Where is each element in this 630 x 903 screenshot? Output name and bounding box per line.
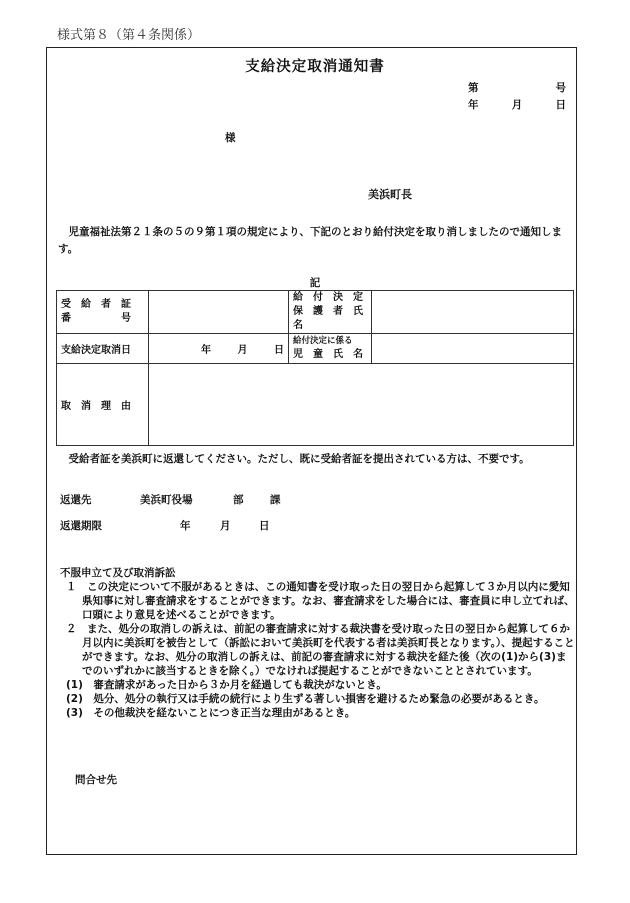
day-label: 日 (555, 99, 566, 111)
section-label: 課 (270, 494, 281, 506)
appeal-heading: 不服申立て及び取消訴訟 (60, 567, 176, 579)
form-number: 様式第８（第４条関係） (57, 28, 201, 43)
note-heading: 記 (309, 277, 321, 289)
contact-label: 問合せ先 (75, 774, 117, 786)
cancel-date-field[interactable] (149, 334, 289, 364)
deadline-month-label: 月 (220, 520, 231, 532)
recipient-suffix: 様 (225, 132, 236, 144)
reason-field[interactable] (149, 364, 574, 446)
number-prefix: 第 (468, 82, 479, 94)
deadline-day-label: 日 (259, 520, 270, 532)
guardian-name-field[interactable] (372, 291, 574, 334)
cancel-date-label: 支給決定取消日 (57, 334, 149, 364)
appeal-section (60, 566, 575, 720)
body-text: 児童福祉法第２１条の５の９第１項の規定により、下記のとおり給付決定を取り消しましたので通知します。 (58, 226, 562, 255)
appeal-subitem-3: (3) その他裁決を経ないことにつき正当な理由があるとき。 (66, 707, 356, 719)
reason-label: 取 消 理 由 (57, 364, 149, 446)
appeal-subitem-1: (1) 審査請求があった日から３か月を経過しても裁決がないとき。 (66, 679, 387, 691)
appeal-item-1: １ この決定について不服があるときは、この通知書を受け取った日の翌日から起算して３か月以内に愛知県知事に対し審査請求をすることができます。なお、審査請求をした場合には、審査員に申し立てれば、口頭により意見を述べることができます。 (66, 581, 575, 621)
child-name-field[interactable] (372, 334, 574, 364)
cancel-month-unit: 月 (237, 345, 248, 356)
recipient-cert-label: 受 給 者 証 番 号 (57, 291, 149, 334)
department-label: 部 (233, 494, 244, 506)
appeal-subitem-2: (2) 処分、処分の執行又は手続の続行により生ずる著しい損害を避けるため緊急の必要があるとき。 (66, 693, 545, 705)
decision-table (56, 290, 574, 446)
document-title: 支給決定取消通知書 (245, 59, 385, 75)
issuer: 美浜町長 (368, 188, 412, 201)
document-frame (46, 47, 577, 855)
return-to-value: 美浜町役場 (140, 494, 193, 506)
issue-date-line (468, 97, 566, 112)
return-to-label: 返還先 (60, 494, 92, 506)
month-label: 月 (511, 99, 523, 111)
cancel-year-unit: 年 (201, 345, 211, 356)
return-notice: 受給者証を美浜町に返還してください。ただし、既に受給者証を提出されている方は、不要です。 (58, 453, 530, 465)
deadline-year-label: 年 (180, 520, 191, 532)
guardian-label: 給 付 決 定 保 護 者 氏 名 (289, 291, 372, 334)
recipient-cert-number-field[interactable] (149, 291, 289, 334)
appeal-item-2: ２ また、処分の取消しの訴えは、前記の審査請求に対する裁決書を受け取った日の翌日から起算して６か月以内に美浜町を被告として（訴訟において美浜町を代表する者は美浜町長となります。）、提起することができます。なお、処分の取消しの訴えは、前記の審査請求に対する裁決を経た後（次の(1)から(3)までのいずれかに該当するときを除く。）でなければ提起することができないこととされています。 (66, 623, 575, 677)
year-label: 年 (468, 99, 479, 111)
number-line (468, 80, 566, 95)
cancel-day-unit: 日 (274, 345, 284, 356)
number-suffix: 号 (555, 82, 566, 94)
deadline-label: 返還期限 (60, 520, 102, 532)
child-name-label: 給付決定に係る 児 童 氏 名 (289, 334, 372, 364)
